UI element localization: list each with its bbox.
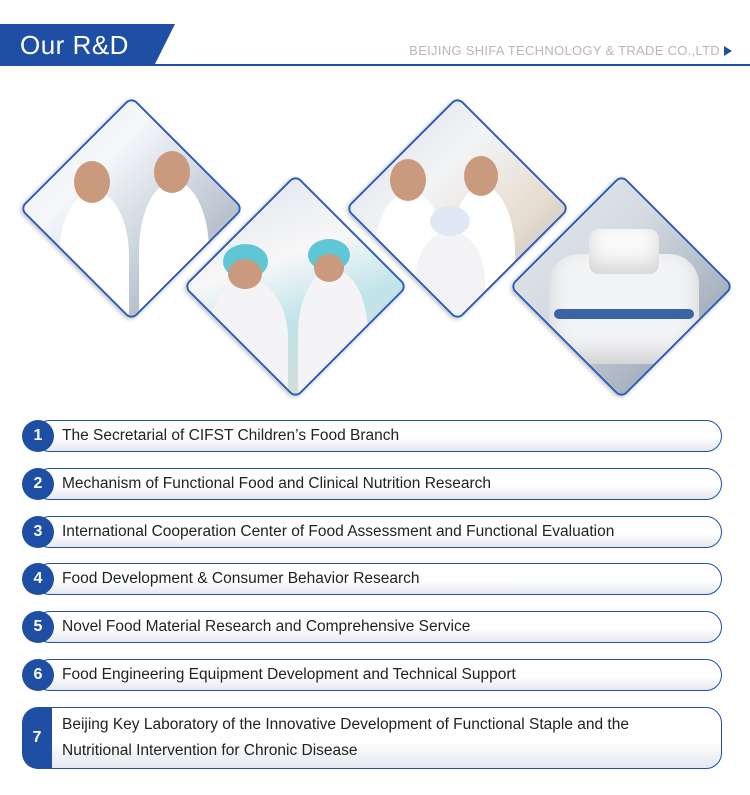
item-label: Novel Food Material Research and Comprehensive Service (62, 618, 471, 635)
page-title: Our R&D (20, 30, 129, 60)
item-number: 6 (22, 659, 54, 691)
item-number: 7 (22, 707, 52, 769)
item-label: Food Development & Consumer Behavior Research (62, 570, 420, 587)
item-number: 3 (22, 516, 54, 548)
item-number: 5 (22, 611, 54, 643)
list-item (22, 611, 722, 643)
item-label: International Cooperation Center of Food Assessment and Functional Evaluation (62, 523, 615, 540)
item-number: 4 (22, 563, 54, 595)
triangle-right-icon (724, 46, 732, 56)
list-item (22, 707, 722, 769)
item-number: 2 (22, 468, 54, 500)
list-item (22, 659, 722, 691)
list-item (22, 563, 722, 595)
list-item (22, 420, 722, 452)
item-label: Mechanism of Functional Food and Clinical Nutrition Research (62, 475, 492, 492)
item-label: Beijing Key Laboratory of the Innovative Development of Functional Staple and the Nutritional Intervention for Chronic Disease (62, 716, 629, 759)
item-number: 1 (22, 420, 54, 452)
list-item (22, 468, 722, 500)
item-label: The Secretarial of CIFST Children’s Food Branch (62, 427, 400, 444)
section-header (0, 24, 750, 66)
list-item (22, 516, 722, 548)
item-label: Food Engineering Equipment Development and Technical Support (62, 666, 516, 683)
company-name: BEIJING SHIFA TECHNOLOGY & TRADE CO.,LTD (409, 43, 720, 58)
